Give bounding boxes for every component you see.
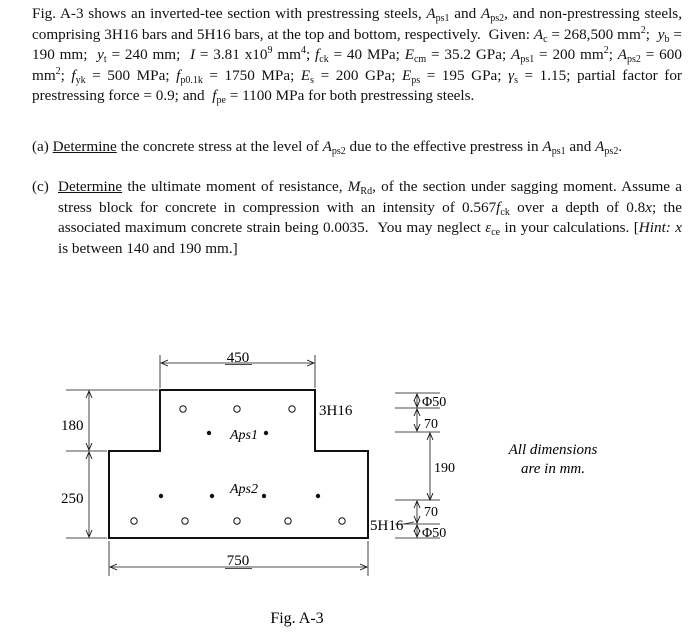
dim-top-height-label: 180 xyxy=(61,418,84,434)
aps2-strand-4 xyxy=(316,494,320,498)
aps2-strand-2 xyxy=(210,494,214,498)
bottom-bars-label: 5H16 xyxy=(370,518,404,534)
dim-top-bar-depth-label: 70 xyxy=(424,417,438,432)
dim-bottom-height-label: 250 xyxy=(61,491,84,507)
aps2-strand-1 xyxy=(159,494,163,498)
bottom-bar-4 xyxy=(285,518,291,524)
aps1-strand-2 xyxy=(264,431,268,435)
aps1-label xyxy=(229,428,258,443)
part-c-verb: Determine xyxy=(58,178,123,195)
aps1-label-text: Aps1 xyxy=(230,428,258,443)
dim-bottom-width-label: 750 xyxy=(226,553,250,569)
aps2-strand-3 xyxy=(262,494,266,498)
top-bar-2 xyxy=(234,406,240,412)
bottom-bar-3 xyxy=(234,518,240,524)
dim-top-width-label: 450 xyxy=(226,350,250,366)
dim-cover-bottom-label: Φ50 xyxy=(422,526,447,541)
part-c-text: the ultimate moment of resistance, $M_{Rd}$, of the section under sagging moment. Assume a stress block for concrete in compression with an intensity of $0.567f_{ck}$ over a depth of 0.8x; the associated maximum concrete strain being 0.0035. You may neglect $\varepsilon_{ce}$ in your calculations. [Hint: x is between 140 and 190 mm.] xyxy=(58,178,682,257)
top-bar-3 xyxy=(289,406,295,412)
bottom-bar-1 xyxy=(131,518,137,524)
aps1-strand-1 xyxy=(207,431,211,435)
dim-cover-top-label: Φ50 xyxy=(422,395,447,410)
dimensions-note-line2: are in mm. xyxy=(520,461,586,477)
top-bar-1 xyxy=(180,406,186,412)
top-bars-label: 3H16 xyxy=(319,403,353,419)
dim-bottom-bar-height-label: 70 xyxy=(424,505,438,520)
aps2-label-text: Aps2 xyxy=(230,482,258,497)
dimensions-note-line1: All dimensions xyxy=(508,442,598,458)
part-a-text: the concrete stress at the level of $A_{ps2}$ due to the effective prestress in $A_{ps1}$ and $A_{ps2}$. xyxy=(116,138,623,157)
part-a-verb: Determine xyxy=(52,138,117,155)
part-c-label: (c) xyxy=(32,178,49,195)
figure-caption: Fig. A-3 xyxy=(270,610,324,627)
bottom-bar-5 xyxy=(339,518,345,524)
bottom-bar-2 xyxy=(182,518,188,524)
problem-intro: Fig. A-3 shows an inverted-tee section with prestressing steels, $A_{ps1}$ and $A_{ps2}$, and non-prestressing steels, comprising 3H16 bars and 5H16 bars, at the top and bottom, respectively. Given: $A_c = 268,500$ $mm^2$; $y_b = 190$ mm; $y_t = 240$ mm; I = 3.81 $x10^9$ $mm^4$; $f_{ck} = 40$ MPa; $E_{cm} = 35.2$ GPa; $A_{ps1} = 200$ $mm^2$; $A_{ps2} = 600$ $mm^2$; $f_{yk} = 500$ MPa; $f_{p0.1k} = 1750$ MPa; $E_s = 200$ GPa; $E_{ps} = 195$ GPa; $\gamma_s = 1.15$; partial factor for prestressing force = 0.9; and $f_{pe} = 1100$ MPa for both prestressing steels. xyxy=(32,5,683,106)
aps2-label xyxy=(229,482,258,497)
part-a-label: (a) xyxy=(32,138,49,155)
dim-centroid-label: 190 xyxy=(434,461,455,476)
